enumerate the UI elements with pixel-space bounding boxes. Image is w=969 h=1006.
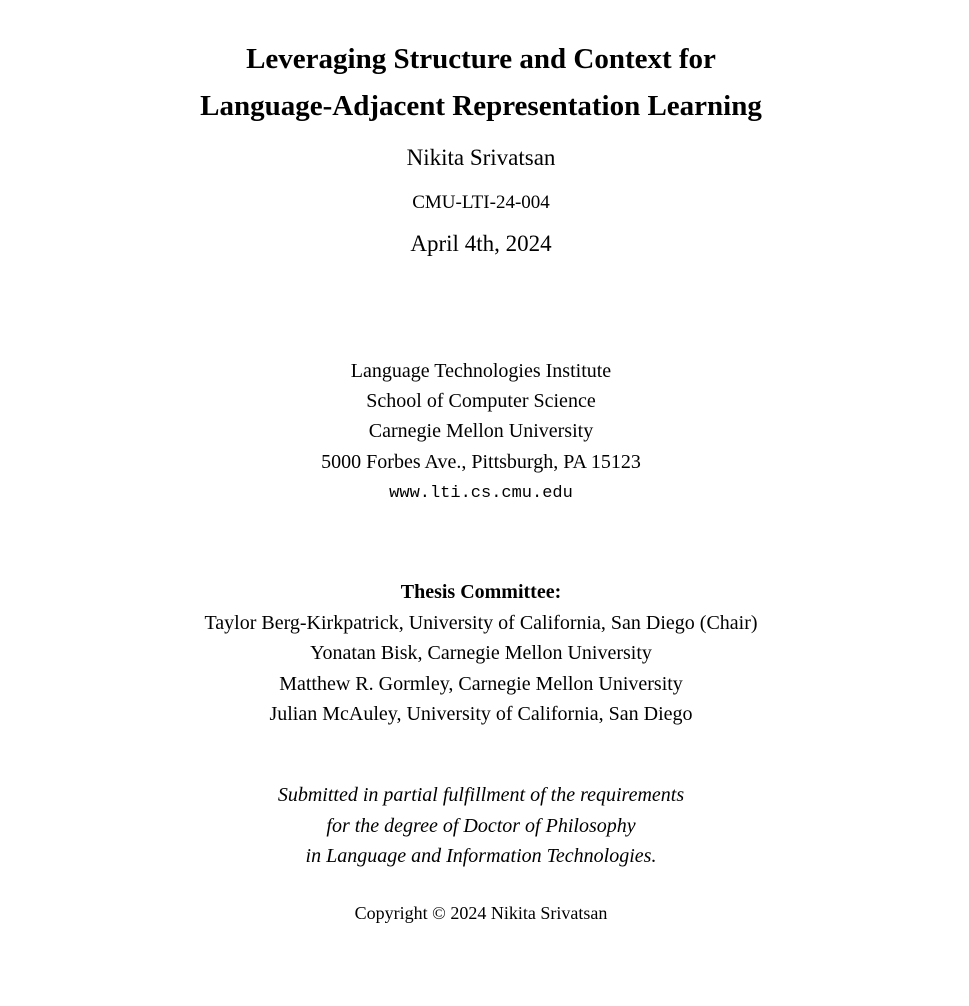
committee-member: Julian McAuley, University of California, San Diego: [269, 703, 693, 725]
submission-statement-line: Submitted in partial fulfillment of the requirements: [277, 784, 685, 806]
institution-line: Carnegie Mellon University: [368, 420, 594, 442]
author-name: Nikita Srivatsan: [406, 145, 556, 170]
institution-address: 5000 Forbes Ave., Pittsburgh, PA 15123: [321, 451, 641, 473]
date: April 4th, 2024: [410, 231, 552, 256]
committee-member: Yonatan Bisk, Carnegie Mellon University: [310, 642, 652, 664]
institution-line: Language Technologies Institute: [350, 360, 612, 382]
institution-line: School of Computer Science: [366, 390, 596, 412]
submission-statement-line: in Language and Information Technologies.: [305, 845, 657, 867]
title-line-1: Leveraging Structure and Context for: [246, 43, 716, 75]
committee-member: Taylor Berg-Kirkpatrick, University of California, San Diego (Chair): [204, 612, 758, 634]
copyright-notice: Copyright © 2024 Nikita Srivatsan: [354, 903, 608, 923]
title-line-2: Language-Adjacent Representation Learning: [200, 90, 762, 122]
submission-statement-line: for the degree of Doctor of Philosophy: [326, 815, 636, 837]
committee-member: Matthew R. Gormley, Carnegie Mellon University: [279, 673, 683, 695]
committee-heading: Thesis Committee:: [400, 581, 562, 603]
report-number: CMU-LTI-24-004: [412, 192, 550, 213]
institution-url: www.lti.cs.cmu.edu: [389, 484, 573, 503]
